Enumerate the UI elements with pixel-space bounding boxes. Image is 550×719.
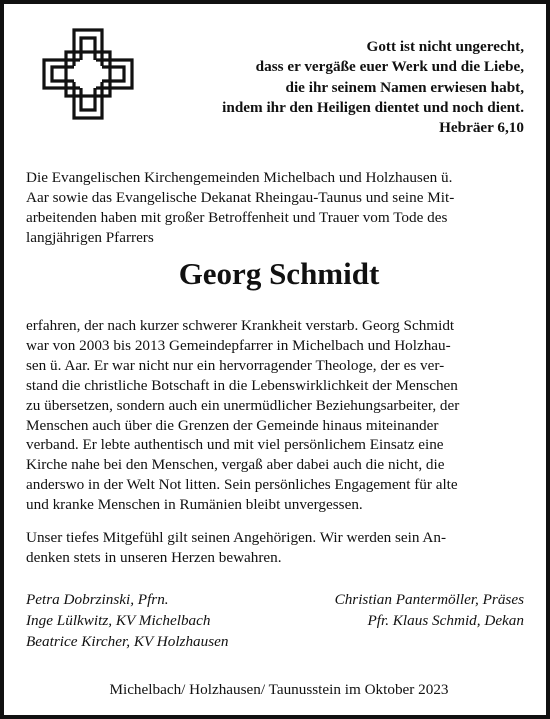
intro-line: arbeitenden haben mit großer Betroffenheit und Trauer vom Tode des	[26, 208, 448, 226]
intro-line: langjährigen Pfarrers	[26, 228, 154, 246]
body-line: anderswo in der Welt Not litten. Sein persönliches Engagement für alte	[26, 476, 458, 494]
body-line: verband. Er lebte authentisch und mit viel persönlichem Einsatz eine	[26, 436, 444, 454]
closing-line: denken stets in unseren Herzen bewahren.	[26, 548, 282, 566]
body-line: war von 2003 bis 2013 Gemeindepfarrer in Michelbach und Holzhau-	[26, 336, 451, 354]
intro-paragraph	[26, 168, 532, 248]
intro-line: Die Evangelischen Kirchengemeinden Michelbach und Holzhausen ü.	[26, 169, 453, 186]
signature: Petra Dobrzinski, Pfrn.	[26, 591, 169, 608]
signature: Inge Lülkwitz, KV Michelbach	[26, 612, 211, 629]
quote-line: indem ihr den Heiligen dientet und noch dient.	[222, 98, 524, 116]
body-line: und kranke Menschen in Rumänien bleibt unvergessen.	[26, 496, 363, 514]
body-line: stand die christliche Botschaft in die Lebenswirklichkeit der Menschen	[26, 376, 458, 394]
signatures-left	[26, 589, 228, 652]
quote-line: Gott ist nicht ungerecht,	[366, 38, 524, 55]
body-paragraph	[26, 316, 532, 515]
intro-line: Aar sowie das Evangelische Dekanat Rheingau-Taunus und seine Mit-	[26, 188, 455, 206]
body-line: sen ü. Aar. Er war nicht nur ein hervorragender Theologe, der es ver-	[26, 356, 445, 374]
quote-line: dass er vergäße euer Werk und die Liebe,	[255, 58, 524, 76]
signature: Beatrice Kircher, KV Holzhausen	[26, 633, 229, 650]
cross-symbol-icon	[40, 26, 136, 122]
condolence-paragraph	[26, 528, 532, 568]
quote-source: Hebräer 6,10	[439, 119, 524, 137]
body-line: zu übersetzen, sondern auch ein unermüdlicher Beziehungsarbeiter, der	[26, 396, 460, 414]
quote-line: die ihr seinem Namen erwiesen habt,	[285, 78, 524, 96]
closing-line: Unser tiefes Mitgefühl gilt seinen Angehörigen. Wir werden sein An-	[26, 529, 447, 546]
body-line: erfahren, der nach kurzer schwerer Krankheit verstarb. Georg Schmidt	[26, 317, 455, 334]
signature: Pfr. Klaus Schmid, Dekan	[367, 612, 524, 629]
signature: Christian Pantermöller, Präses	[334, 591, 524, 608]
place-date-footer: Michelbach/ Holzhausen/ Taunusstein im Oktober 2023	[109, 681, 449, 698]
deceased-name: Georg Schmidt	[178, 256, 380, 291]
signatures-right	[335, 589, 524, 631]
body-line: Kirche nahe bei den Menschen, vergaß aber dabei auch die nicht, die	[26, 456, 445, 474]
bible-quote	[154, 37, 524, 138]
body-line: Menschen auch über die Grenzen der Gemeinde hinaus miteinander	[26, 416, 439, 434]
